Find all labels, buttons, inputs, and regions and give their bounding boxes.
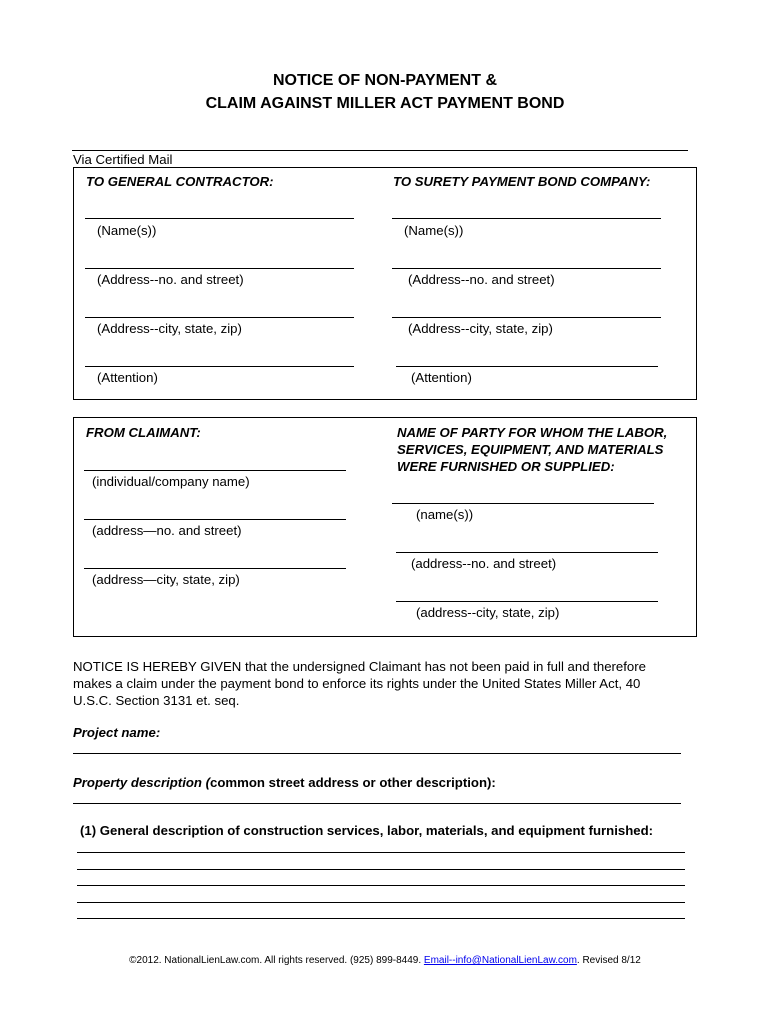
party-names-line[interactable] <box>392 503 654 504</box>
party-city-label: (address--city, state, zip) <box>416 605 560 620</box>
section-1-line-5[interactable] <box>77 918 685 919</box>
claimant-name-label: (individual/company name) <box>92 474 250 489</box>
property-label-rest: common street address or other description): <box>210 775 496 790</box>
surety-attention-label: (Attention) <box>411 370 472 385</box>
gc-street-line[interactable] <box>85 268 354 269</box>
property-label-italic: Property description ( <box>73 775 211 790</box>
party-street-label: (address--no. and street) <box>411 556 557 571</box>
project-name-label: Project name: <box>73 725 161 740</box>
gc-street-label: (Address--no. and street) <box>97 272 244 287</box>
claimant-city-label: (address—city, state, zip) <box>92 572 240 587</box>
party-heading-line-3: WERE FURNISHED OR SUPPLIED: <box>397 459 615 474</box>
surety-city-label: (Address--city, state, zip) <box>408 321 553 336</box>
gc-city-label: (Address--city, state, zip) <box>97 321 242 336</box>
section-1-line-1[interactable] <box>77 852 685 853</box>
surety-attention-line[interactable] <box>396 366 658 367</box>
party-heading-line-2: SERVICES, EQUIPMENT, AND MATERIALS <box>397 442 664 457</box>
top-rule <box>72 150 688 151</box>
surety-names-line[interactable] <box>392 218 661 219</box>
surety-names-label: (Name(s)) <box>404 223 464 238</box>
project-name-line[interactable] <box>73 753 681 754</box>
party-city-line[interactable] <box>396 601 658 602</box>
claimant-street-label: (address—no. and street) <box>92 523 242 538</box>
section-1-line-3[interactable] <box>77 885 685 886</box>
gc-attention-line[interactable] <box>85 366 354 367</box>
footer-prefix: ©2012. NationalLienLaw.com. All rights reserved. (925) 899-8449. <box>129 955 424 966</box>
property-description-line[interactable] <box>73 803 681 804</box>
title-line-2: CLAIM AGAINST MILLER ACT PAYMENT BOND <box>205 95 565 112</box>
property-description-label <box>73 774 496 792</box>
section-1-line-4[interactable] <box>77 902 685 903</box>
claimant-street-line[interactable] <box>84 519 346 520</box>
section-1-line-2[interactable] <box>77 869 685 870</box>
gc-attention-label: (Attention) <box>97 370 158 385</box>
via-certified-mail: Via Certified Mail <box>73 152 173 167</box>
general-contractor-heading: TO GENERAL CONTRACTOR: <box>86 174 274 189</box>
surety-street-label: (Address--no. and street) <box>408 272 555 287</box>
section-1-label: (1) General description of construction services, labor, materials, and equipment furnished: <box>80 823 654 838</box>
party-heading-line-1: NAME OF PARTY FOR WHOM THE LABOR, <box>397 425 668 440</box>
claimant-city-line[interactable] <box>84 568 346 569</box>
gc-names-line[interactable] <box>85 218 354 219</box>
party-names-label: (name(s)) <box>416 507 474 522</box>
notice-line-1: NOTICE IS HEREBY GIVEN that the undersigned Claimant has not been paid in full and therefore <box>73 659 646 674</box>
notice-line-3: U.S.C. Section 3131 et. seq. <box>73 693 240 708</box>
claimant-name-line[interactable] <box>84 470 346 471</box>
gc-names-label: (Name(s)) <box>97 223 157 238</box>
party-street-line[interactable] <box>396 552 658 553</box>
surety-heading: TO SURETY PAYMENT BOND COMPANY: <box>393 174 651 189</box>
footer-email-link[interactable]: Email--info@NationalLienLaw.com <box>423 955 577 966</box>
footer-suffix: . Revised 8/12 <box>576 955 641 966</box>
surety-street-line[interactable] <box>392 268 661 269</box>
surety-city-line[interactable] <box>392 317 661 318</box>
claimant-heading: FROM CLAIMANT: <box>86 425 201 440</box>
footer <box>0 955 770 966</box>
gc-city-line[interactable] <box>85 317 354 318</box>
notice-line-2: makes a claim under the payment bond to enforce its rights under the United States Miller Act, 40 <box>73 676 641 691</box>
title-line-1: NOTICE OF NON-PAYMENT & <box>272 72 497 89</box>
